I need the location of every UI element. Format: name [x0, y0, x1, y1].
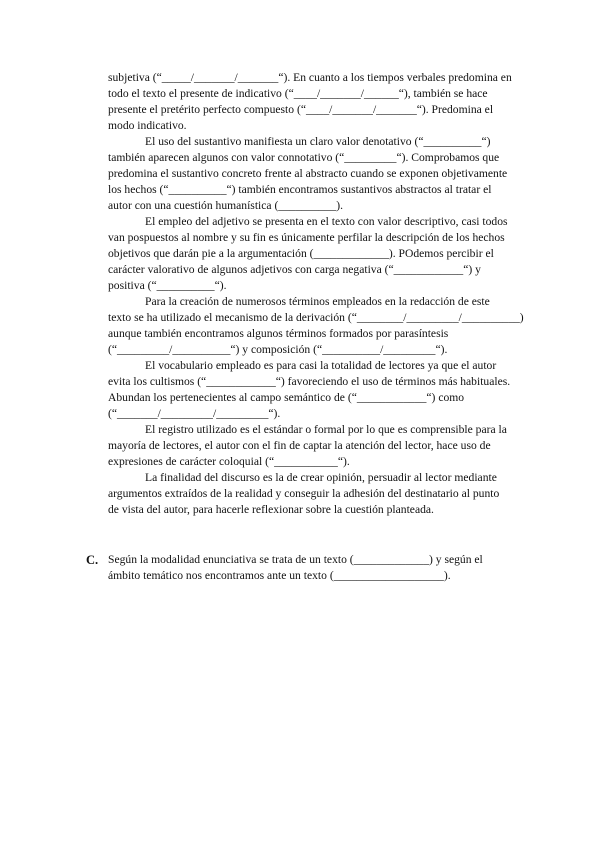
- text-line: también aparecen algunos con valor connotativo (“_________“). Comprobamos que: [108, 151, 500, 164]
- paragraph-vocabulario-start: El vocabulario empleado es para casi la totalidad de lectores ya que el autor: [145, 359, 497, 372]
- text-line: (“_______/_________/_________“).: [108, 407, 281, 420]
- text-line: subjetiva (“_____/_______/_______“). En cuanto a los tiempos verbales predomina en: [108, 71, 512, 84]
- text-line: Según la modalidad enunciativa se trata de un texto (_____________) y según el: [108, 553, 483, 566]
- text-line: todo el texto el presente de indicativo (“____/_______/______“), también se hace: [108, 87, 488, 100]
- text-line: carácter valorativo de algunos adjetivos con carga negativa (“____________“) y: [108, 263, 481, 276]
- section-c-text: [108, 552, 528, 584]
- text-line: objetivos que darán pie a la argumentación (_____________). POdemos percibir el: [108, 247, 494, 260]
- body-text: [108, 70, 524, 518]
- paragraph-derivacion-start: Para la creación de numerosos términos empleados en la redacción de este: [145, 295, 490, 308]
- text-line: evita los cultismos (“____________“) favoreciendo el uso de términos más habituales.: [108, 375, 511, 388]
- section-c-label: C.: [86, 553, 99, 567]
- text-line: positiva (“__________“).: [108, 279, 227, 292]
- text-line: los hechos (“__________“) también encontramos sustantivos abstractos al tratar el: [108, 183, 492, 196]
- paragraph-sustantivo-start: El uso del sustantivo manifiesta un claro valor denotativo (“__________“): [145, 135, 491, 148]
- text-line: (“_________/__________“) y composición (“__________/_________“).: [108, 343, 448, 356]
- text-line: Abundan los pertenecientes al campo semántico de (“____________“) como: [108, 391, 465, 404]
- text-line: autor con una cuestión humanística (__________).: [108, 199, 344, 212]
- text-line: aunque también encontramos algunos términos formados por parasíntesis: [108, 327, 449, 340]
- text-line: ámbito temático nos encontramos ante un texto (___________________).: [108, 569, 451, 582]
- text-line: modo indicativo.: [108, 119, 187, 132]
- text-line: van pospuestos al nombre y su fin es únicamente perfilar la descripción de los hechos: [108, 231, 505, 244]
- text-line: texto se ha utilizado el mecanismo de la derivación (“________/_________/__________): [108, 311, 524, 324]
- text-line: de vista del autor, para hacerle reflexionar sobre la cuestión planteada.: [108, 503, 434, 516]
- paragraph-finalidad-start: La finalidad del discurso es la de crear opinión, persuadir al lector mediante: [145, 471, 497, 484]
- paragraph-registro-start: El registro utilizado es el estándar o formal por lo que es comprensible para la: [145, 423, 507, 436]
- paragraph-adjetivo-start: El empleo del adjetivo se presenta en el texto con valor descriptivo, casi todos: [145, 215, 508, 228]
- text-line: predomina el sustantivo concreto frente al abstracto cuando se exponen objetivamente: [108, 167, 508, 180]
- text-line: argumentos extraídos de la realidad y conseguir la adhesión del destinatario al punto: [108, 487, 500, 500]
- text-line: expresiones de carácter coloquial (“___________“).: [108, 455, 350, 468]
- text-line: presente el pretérito perfecto compuesto (“____/_______/_______“). Predomina el: [108, 103, 494, 116]
- text-line: mayoría de lectores, el autor con el fin de captar la atención del lector, hace uso de: [108, 439, 491, 452]
